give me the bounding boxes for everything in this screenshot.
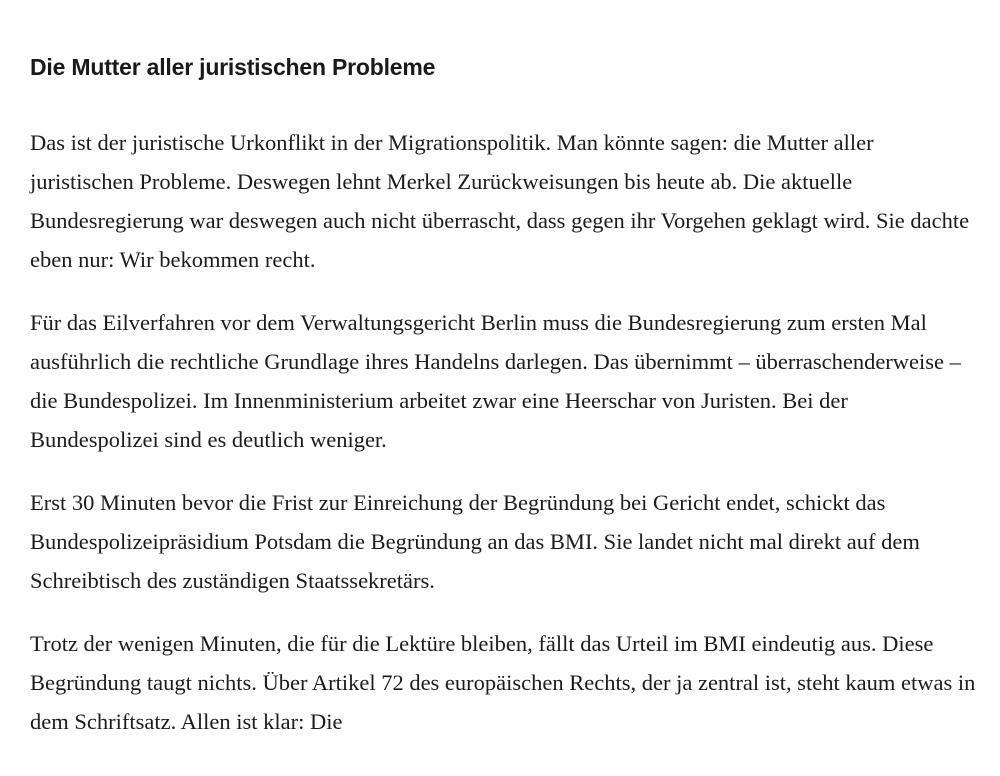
paragraph-4: Trotz der wenigen Minuten, die für die Lektüre bleiben, fällt das Urteil im BMI eindeutig aus. Diese Begründung taugt nichts. Über Artikel 72 des europäischen Rechts, der ja zentral ist, steht kaum etwas in dem Schriftsatz. Allen ist klar: Die [30, 631, 976, 734]
article-body [30, 0, 980, 741]
paragraph-1: Das ist der juristische Urkonflikt in der Migrationspolitik. Man könnte sagen: die Mutter aller juristischen Probleme. Deswegen lehnt Merkel Zurückweisungen bis heute ab. Die aktuelle Bundesregierung war deswegen auch nicht überrascht, dass gegen ihr Vorgehen geklagt wird. Sie dachte eben nur: Wir bekommen recht. [30, 130, 970, 272]
paragraph-3: Erst 30 Minuten bevor die Frist zur Einreichung der Begründung bei Gericht endet, schickt das Bundespolizeipräsidium Potsdam die Begründung an das BMI. Sie landet nicht mal direkt auf dem Schreibtisch des zuständigen Staatssekretärs. [30, 490, 920, 593]
paragraph-2: Für das Eilverfahren vor dem Verwaltungsgericht Berlin muss die Bundesregierung zum ersten Mal ausführlich die rechtliche Grundlage ihres Handelns darlegen. Das übernimmt – überraschenderweise – die Bundespolizei. Im Innenministerium arbeitet zwar eine Heerschar von Juristen. Bei der Bundespolizei sind es deutlich weniger. [30, 310, 961, 452]
section-heading: Die Mutter aller juristischen Probleme [30, 54, 436, 80]
